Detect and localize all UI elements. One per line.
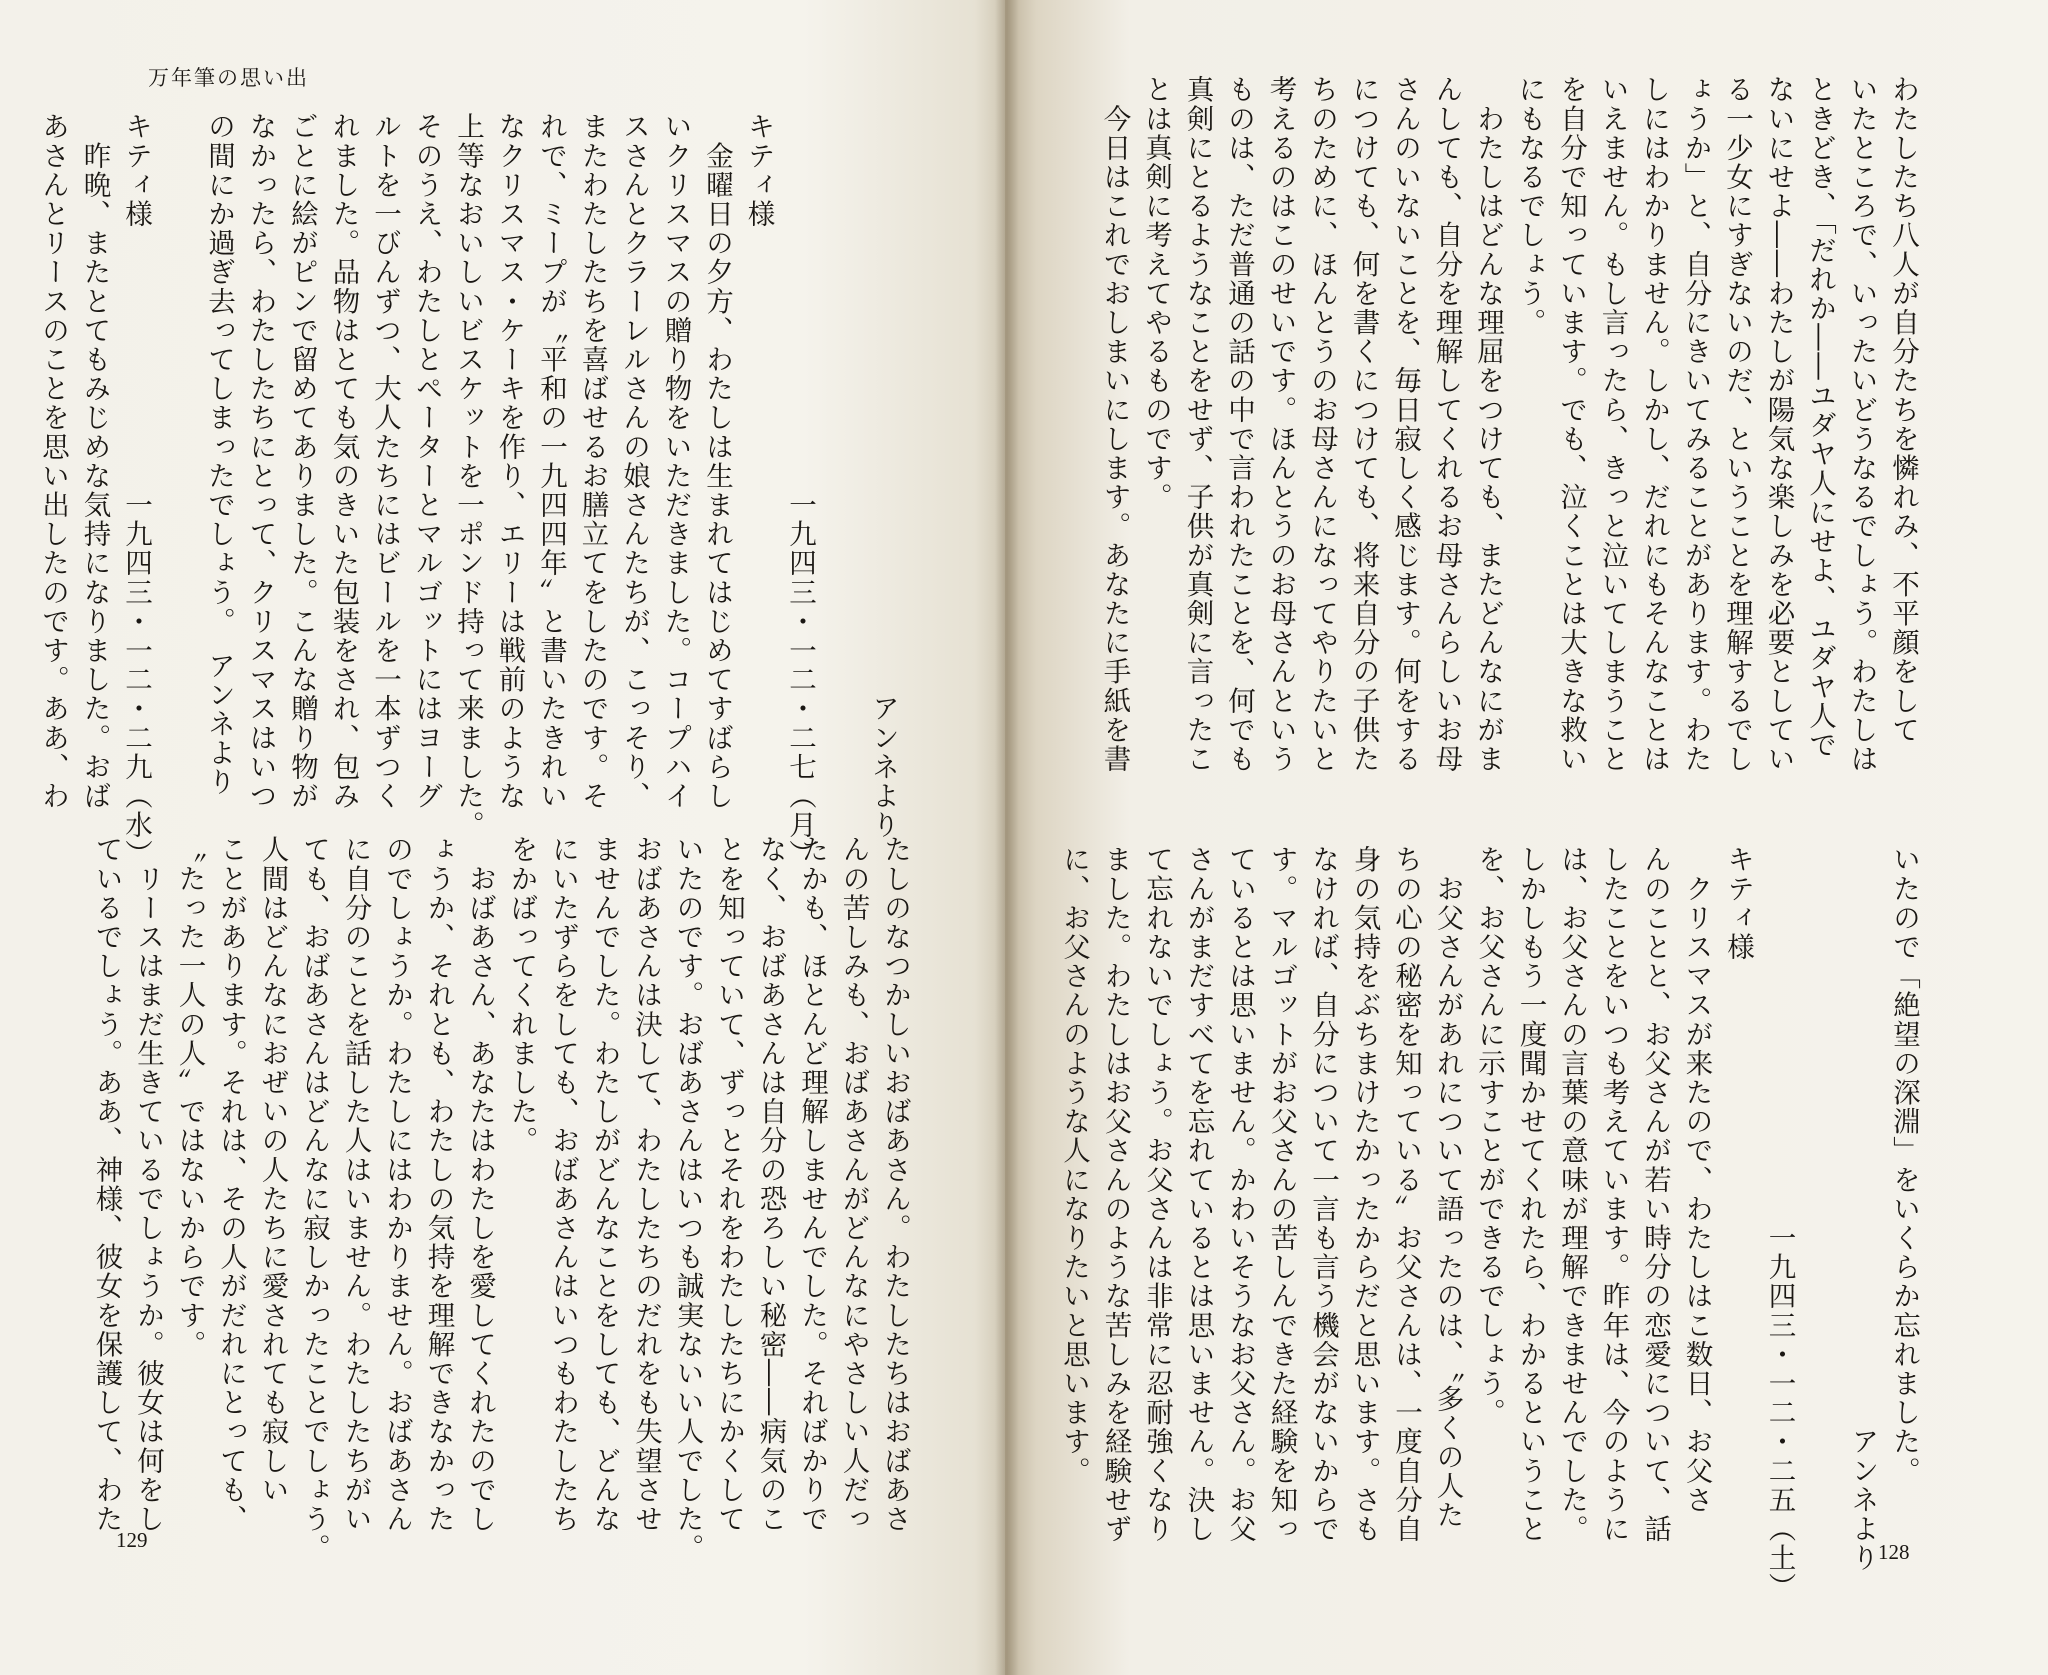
right-page-number: 128 xyxy=(1878,1540,1910,1564)
left-page-lower-text: たしのなつかしいおばあさん。わたしたちはおばあさ んの苦しみも、おばあさんがどんなにやさしい人だっ たかも、ほとんど理解しませんでした。そればかりで なく、おばあさんは自分の恐ろしい秘密――病気のこ とを知っていて、ずっとそれをわたしたちにかくして いたのです。おばあさんはいつも誠実ないい人でした。 おばあさんは決して、わたしたちのだれをも失望させ ませんでした。わたしがどんなことをしても、どんな にいたずらをしても、おばあさんはいつもわたしたち をかばってくれました。 おばあさん、あなたはわたしを愛してくれたのでし ょうか、それとも、わたしの気持を理解できなかった のでしょうか。わたしにはわかりません。おばあさん に自分のことを話した人はいません。わたしたちがい ても、おばあさんはどんなに寂しかったことでしょう。 人間はどんなにおぜいの人たちに愛されても寂しい ことがあります。それは、その人がだれにとっても、 〝たった一人の人〟ではないからです。 リースはまだ生きているでしょうか。彼女は何をし ているでしょう。ああ、神様、彼女を保護して、わた xyxy=(90,835,911,1563)
left-page-number: 129 xyxy=(116,1528,148,1552)
left-page-upper-text: アンネより 一九四三・一二・二七（月） キティ様 金曜日の夕方、わたしは生まれてはじめてすばらし いクリスマスの贈り物をいただきました。コープハイ スさんとクラーレルさんの娘さんたちが、こっそり、 またわたしたちを喜ばせるお膳立てをしたのです。そ れで、ミープが〝平和の一九四四年〟と書いたきれい なクリスマス・ケーキを作り、エリーは戦前のような 上等なおいしいビスケットを一ポンド持って来ました。 そのうえ、わたしとペーターとマルゴットにはヨーグ ルトを一びんずつ、大人たちにはビールを一本ずつく れました。品物はとても気のきいた包装をされ、包み ごとに絵がピンで留めてありました。こんな贈り物が なかったら、わたしたちにとって、クリスマスはいつ の間にか過ぎ去ってしまったでしょう。 アンネより キティ様 一九四三・一二・二九（水） 昨晩、またとてもみじめな気持になりました。おば あさんとリースのことを思い出したのです。ああ、わ xyxy=(37,112,899,869)
book-gutter xyxy=(995,0,1019,1675)
right-page-upper-text: わたしたち八人が自分たちを憐れみ、不平顔をして いたところで、いったいどうなるでしょう。わたしは ときどき、「だれか――ユダヤ人にせよ、ユダヤ人で ないにせよ――わたしが陽気な楽しみを必要としてい る一少女にすぎないのだ、ということを理解するでし ょうか」と、自分にきいてみることがあります。わた しにはわかりません。しかし、だれにもそんなことは いえません。もし言ったら、きっと泣いてしまうこと を自分で知っています。でも、泣くことは大きな救い にもなるでしょう。 わたしはどんな理屈をつけても、またどんなにがま んしても、自分を理解してくれるお母さんらしいお母 さんのいないことを、毎日寂しく感じます。何をする につけても、何を書くにつけても、将来自分の子供た ちのために、ほんとうのお母さんになってやりたいと 考えるのはこのせいです。ほんとうのお母さんという ものは、ただ普通の話の中で言われたことを、何でも 真剣にとるようなことをせず、子供が真剣に言ったこ とは真剣に考えてやるものです。 今日はこれでおしまいにします。あなたに手紙を書 xyxy=(1098,75,1919,774)
running-head: 万年筆の思い出 xyxy=(148,66,309,90)
right-page-lower-text: いたので「絶望の深淵」をいくらか忘れました。 一九四三・一二・二五（土） キティ様 クリスマスが来たので、わたしはこ数日、お父さ んのことと、お父さんが若い時分の恋愛について、話 したことをいつも考えています。昨年は、今のように は、お父さんの言葉の意味が理解できませんでした。 しかしもう一度聞かせてくれたら、わかるということ を、お父さんに示すことができるでしょう。 お父さんがあれについて語ったのは、〝多くの人た ちの心の秘密を知っている〟お父さんは、一度自分自 身の気持をぶちまけたかったからだと思います。さも なければ、自分について一言も言う機会がないからで す。マルゴットがお父さんの苦しんできた経験を知っ ているとは思いません。かわいそうなお父さん。お父 さんがまだすべてを忘れているとは思いません。決し て忘れないでしょう。お父さんは非常に忍耐強くなり ました。わたしはお父さんのような苦しみを経験せず に、お父さんのような人になりたいと思います。 xyxy=(1058,845,1920,1602)
left-page xyxy=(0,0,1005,1675)
